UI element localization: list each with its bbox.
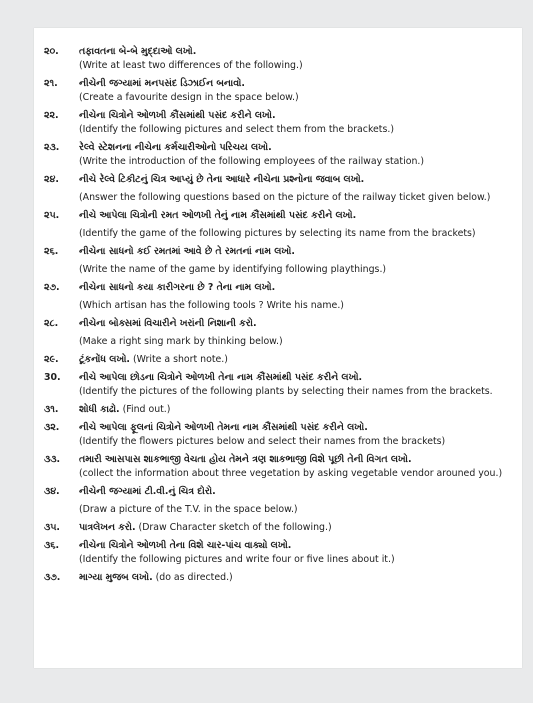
gujarati-instruction: નીચેના ચિત્રોને ઓળખી કૌંસમાંથી પસંદ કરીને લખો. [79,110,276,121]
gujarati-instruction: તફાવતના બે-બે મુદ્દાઓ લખો. [79,46,197,57]
item-number: ૨૩. [44,142,60,153]
item-number: ૨૧. [44,78,58,89]
question-list [44,45,514,585]
list-item [44,521,514,535]
gujarati-instruction: નીચે રેલ્વે ટિકીટનું ચિત્ર આપ્યું છે તેના આધારે નીચેના પ્રશ્નોના જવાબ લખો. [79,174,365,185]
item-number: ૨૭. [44,282,60,293]
english-instruction: (Identify the following pictures and select them from the brackets.) [79,124,395,135]
english-instruction: (Make a right sing mark by thinking below.) [79,336,283,347]
document-page [34,28,522,668]
gujarati-instruction: પાત્રલેખન કરો. [79,522,136,533]
english-instruction: (Write the introduction of the following employees of the railway station.) [79,156,425,167]
gujarati-instruction: નીચેની જગ્યામાં ટી.વી.નું ચિત્ર દોરો. [79,486,216,497]
list-item [44,485,514,517]
gujarati-instruction: ટૂંકનોંધ લખો. [79,354,130,365]
gujarati-instruction: નીચે આપેલા ચિત્રોની રમત ઓળખી તેનું નામ કૌંસમાંથી પસંદ કરીને લખો. [79,210,357,221]
gujarati-instruction: નીચેના ચિત્રોને ઓળખી તેના વિશે ચાર-પાંચ વાક્યો લખો. [79,540,292,551]
english-instruction: (Identify the pictures of the following plants by selecting their names from the brackets. [79,386,493,397]
list-item [44,109,514,137]
item-number: ૨૫. [44,210,60,221]
english-instruction: (Write the name of the game by identifying following playthings.) [79,264,387,275]
list-item [44,353,514,367]
english-instruction: (Find out.) [122,404,171,415]
gujarati-instruction: નીચે આપેલા છોડના ચિત્રોને ઓળખી તેના નામ કૌંસમાંથી પસંદ કરીને લખો. [79,372,363,383]
item-number: ૩૭. [44,572,61,583]
list-item [44,77,514,105]
list-item [44,141,514,169]
item-number: ૨૨. [44,110,59,121]
item-number: ૩૬. [44,540,60,551]
gujarati-instruction: નીચેના બોક્સમાં વિચારીને ખરાંની નિશાની કરો. [79,318,257,329]
list-item [44,403,514,417]
item-number: 30. [44,372,61,383]
gujarati-instruction: નીચેની જગ્યામાં મનપસંદ ડિઝાઈન બનાવો. [79,78,245,89]
item-number: ૨૮. [44,318,59,329]
english-instruction: (Identify the following pictures and write four or five lines about it.) [79,554,395,565]
english-instruction: (Create a favourite design in the space below.) [79,92,299,103]
english-instruction: (Write a short note.) [132,354,228,365]
list-item [44,571,514,585]
english-instruction: (Identify the game of the following pictures by selecting its name from the brackets) [79,228,476,239]
list-item [44,245,514,277]
english-instruction: (Draw Character sketch of the following.) [138,522,332,533]
gujarati-instruction: માગ્યા મુજબ લખો. [79,572,153,583]
item-number: ૨૪. [44,174,59,185]
list-item [44,173,514,205]
english-instruction: (collect the information about three vegetation by asking vegetable vendor arouned you.) [79,468,503,479]
list-item [44,281,514,313]
list-item [44,45,514,73]
gujarati-instruction: નીચેના સાધનો કયા કારીગરના છે ? તેના નામ લખો. [79,282,276,293]
list-item [44,421,514,449]
gujarati-instruction: નીચેના સાધનો કઈ રમતમાં આવે છે તે રમતનાં નામ લખો. [79,246,295,257]
english-instruction: (Identify the flowers pictures below and select their names from the brackets) [79,436,446,447]
list-item [44,453,514,481]
english-instruction: (Write at least two differences of the following.) [79,60,303,71]
english-instruction: (Answer the following questions based on the picture of the railway ticket given below.) [79,192,491,203]
english-instruction: (do as directed.) [155,572,233,583]
item-number: ૨૦. [44,46,59,57]
item-number: ૩૨. [44,422,60,433]
item-number: ૨૯. [44,354,59,365]
item-number: ૩૩. [44,454,61,465]
item-number: ૨૬. [44,246,59,257]
english-instruction: (Which artisan has the following tools ? Write his name.) [79,300,344,311]
gujarati-instruction: નીચે આપેલા ફૂલનાં ચિત્રોને ઓળખી તેમના નામ કૌંસમાંથી પસંદ કરીને લખો. [79,422,368,433]
item-number: ૩૧. [44,404,59,415]
list-item [44,539,514,567]
gujarati-instruction: શોધી કાઢો. [79,404,120,415]
item-number: ૩૪. [44,486,60,497]
english-instruction: (Draw a picture of the T.V. in the space below.) [79,504,298,515]
list-item [44,317,514,349]
list-item [44,209,514,241]
item-number: ૩૫. [44,522,60,533]
gujarati-instruction: તમારી આસપાસ શાકભાજી વેચતા હોય તેમને ત્રણ શાકભાજી વિશે પૂછી તેની વિગત લખો. [79,454,412,465]
list-item [44,371,514,399]
gujarati-instruction: રેલ્વે સ્ટેશનના નીચેના કર્મચારીઓનો પરિચય લખો. [79,142,272,153]
